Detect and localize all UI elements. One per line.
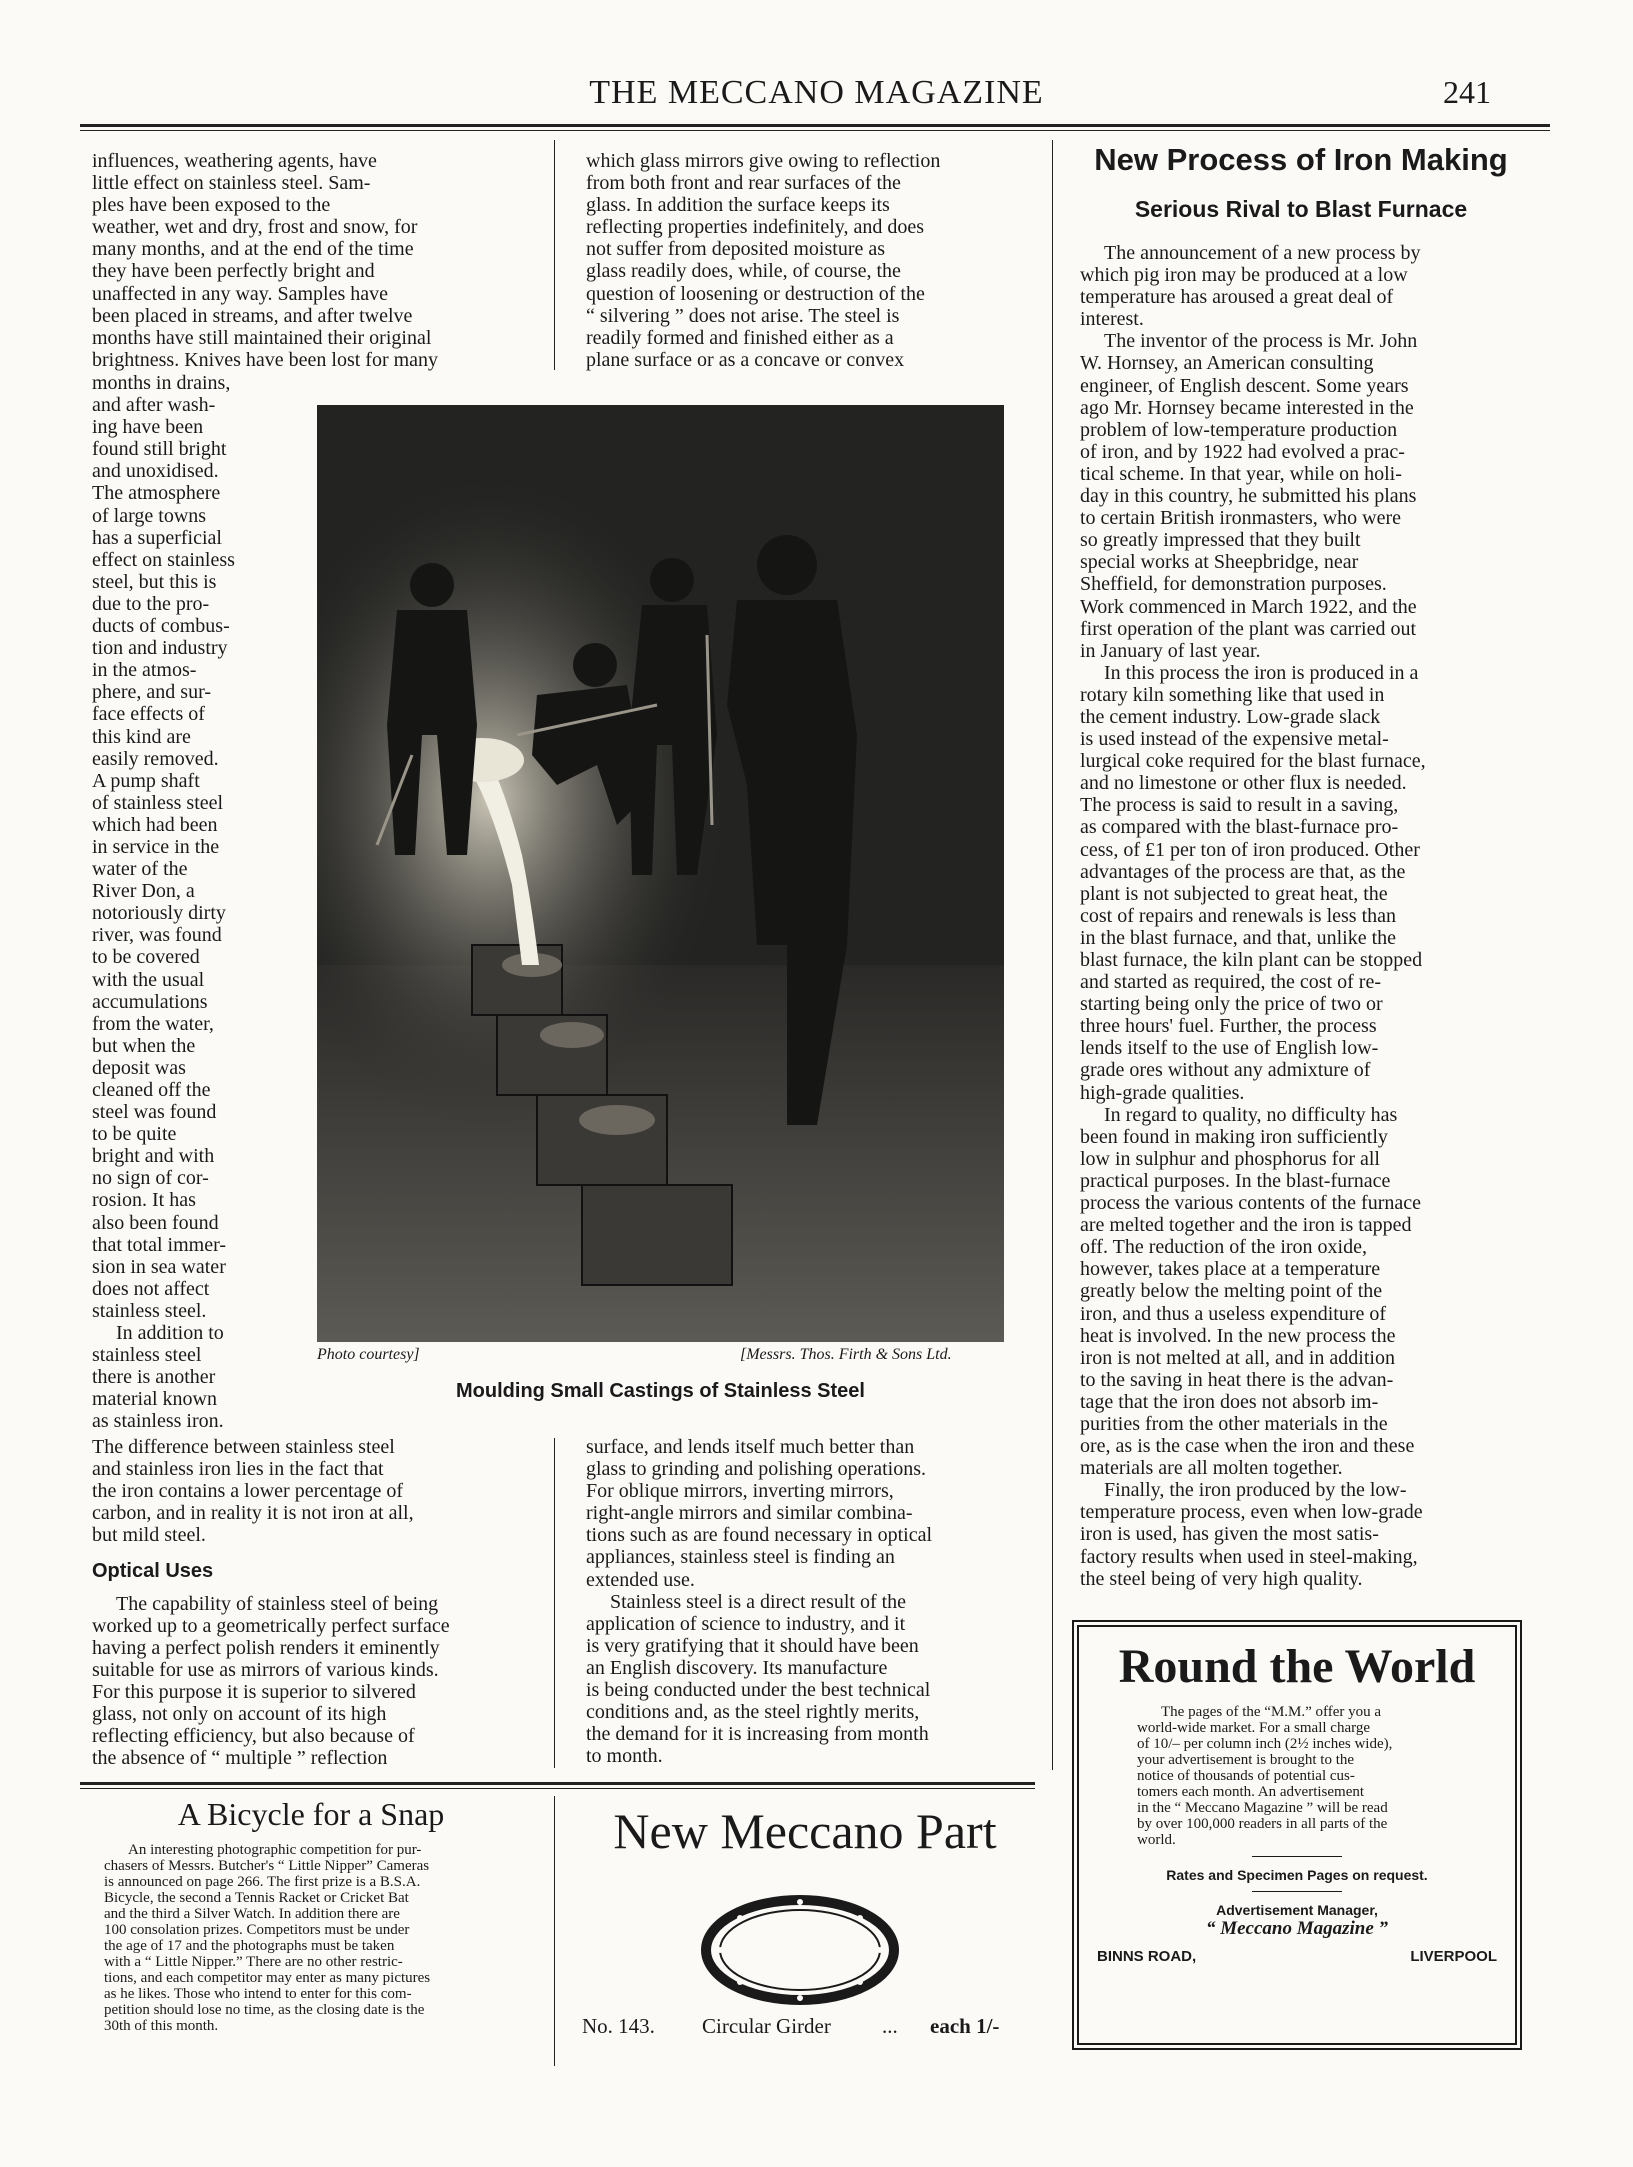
middle-column-bottom bbox=[586, 1436, 1026, 1767]
text-line: The process is said to result in a saving, bbox=[1080, 794, 1399, 817]
text-line: day in this country, he submitted his plans bbox=[1080, 485, 1417, 508]
text-line: but mild steel. bbox=[92, 1524, 206, 1547]
text-line: which glass mirrors give owing to reflection bbox=[586, 150, 941, 172]
column-rule-left bbox=[554, 140, 555, 370]
text-line: the absence of “ multiple ” reflection bbox=[92, 1747, 388, 1770]
text-line: also been found bbox=[92, 1211, 219, 1234]
text-line: from the water, bbox=[92, 1012, 214, 1035]
text-line: as compared with the blast-furnace pro- bbox=[1080, 816, 1399, 839]
advert-box bbox=[1072, 1620, 1522, 2050]
text-line: does not affect bbox=[92, 1277, 210, 1300]
text-line: months have still maintained their original bbox=[92, 326, 432, 349]
text-line: are melted together and the iron is tapped bbox=[1080, 1214, 1412, 1237]
advert-text bbox=[1137, 1704, 1467, 1848]
text-line: lends itself to the use of English low- bbox=[1080, 1037, 1379, 1060]
text-line: effect on stainless bbox=[92, 548, 235, 571]
text-line: worked up to a geometrically perfect surface bbox=[92, 1614, 450, 1637]
text-line: easily removed. bbox=[92, 747, 219, 770]
text-line: that total immer- bbox=[92, 1233, 227, 1256]
text-line: iron, and thus a useless expenditure of bbox=[1080, 1302, 1387, 1325]
text-line: been found in making iron sufficiently bbox=[1080, 1125, 1388, 1148]
text-line: greatly below the melting point of the bbox=[1080, 1280, 1383, 1303]
text-line: phere, and sur- bbox=[92, 681, 211, 704]
text-line: reflecting properties indefinitely, and does bbox=[586, 216, 925, 239]
text-line: cost of repairs and renewals is less than bbox=[1080, 904, 1397, 927]
text-line: steel was found bbox=[92, 1101, 217, 1124]
text-line: cess, of £1 per ton of iron produced. Other bbox=[1080, 838, 1420, 861]
text-line: readily formed and finished either as a bbox=[586, 326, 894, 349]
text-line: carbon, and in reality it is not iron at all, bbox=[92, 1502, 414, 1525]
text-line: and started as required, the cost of re- bbox=[1080, 971, 1381, 994]
text-line: three hours' fuel. Further, the process bbox=[1080, 1015, 1377, 1038]
text-line: notoriously dirty bbox=[92, 902, 226, 925]
text-line: which had been bbox=[92, 813, 218, 836]
bicycle-title: A Bicycle for a Snap bbox=[177, 1796, 445, 1832]
text-line: temperature process, even when low-grade bbox=[1080, 1501, 1423, 1524]
text-line: conditions and, as the steel rightly merits, bbox=[586, 1701, 920, 1724]
text-line: tomers each month. An advertisement bbox=[1137, 1784, 1365, 1800]
text-line: sion in sea water bbox=[92, 1255, 226, 1278]
text-line: an English discovery. Its manufacture bbox=[586, 1656, 888, 1679]
text-line: with the usual bbox=[92, 968, 205, 991]
text-line: so greatly impressed that they built bbox=[1080, 529, 1361, 552]
text-line: and the third a Silver Watch. In addition there are bbox=[104, 1906, 400, 1922]
advert-magazine: “ Meccano Magazine ” bbox=[1205, 1918, 1389, 1939]
text-line: rosion. It has bbox=[92, 1189, 196, 1212]
text-line: appliances, stainless steel is finding an bbox=[586, 1546, 895, 1569]
text-line: advantages of the process are that, as the bbox=[1080, 860, 1406, 883]
column-rule-right bbox=[1052, 140, 1053, 1770]
column-rule-left-lower bbox=[554, 1438, 555, 1768]
text-line: In this process the iron is produced in a bbox=[1104, 661, 1419, 684]
text-line: glass to grinding and polishing operations. bbox=[586, 1458, 926, 1481]
text-line: in the blast furnace, and that, unlike the bbox=[1080, 926, 1397, 949]
text-line: low in sulphur and phosphorus for all bbox=[1080, 1147, 1380, 1170]
text-line: tions, and each competitor may enter as many pictures bbox=[104, 1970, 431, 1986]
text-line: Work commenced in March 1922, and the bbox=[1080, 595, 1417, 618]
article-subtitle: Serious Rival to Blast Furnace bbox=[1134, 196, 1468, 222]
text-line: is being conducted under the best technical bbox=[586, 1679, 931, 1702]
text-line: to certain British ironmasters, who were bbox=[1080, 507, 1402, 530]
text-line: 100 consolation prizes. Competitors must be under bbox=[104, 1922, 410, 1938]
text-line: Finally, the iron produced by the low- bbox=[1104, 1479, 1407, 1502]
text-line: The pages of the “M.M.” offer you a bbox=[1161, 1704, 1382, 1720]
text-line: from both front and rear surfaces of the bbox=[586, 172, 901, 195]
text-line: in the atmos- bbox=[92, 659, 197, 682]
text-line: brightness. Knives have been lost for many bbox=[92, 348, 439, 371]
bottom-rule-thin bbox=[80, 1788, 1035, 1789]
text-line: stainless steel bbox=[92, 1344, 202, 1367]
circular-girder-icon bbox=[700, 1890, 900, 2010]
text-line: ing have been bbox=[92, 416, 204, 439]
text-line: starting being only the price of two or bbox=[1080, 993, 1383, 1016]
text-line: right-angle mirrors and similar combina- bbox=[586, 1502, 913, 1525]
text-line: In addition to bbox=[116, 1322, 224, 1345]
text-line: notice of thousands of potential cus- bbox=[1137, 1768, 1355, 1784]
part-number: No. 143. bbox=[582, 2014, 655, 2038]
text-line: influences, weathering agents, have bbox=[92, 150, 377, 172]
text-line: 30th of this month. bbox=[104, 2018, 219, 2034]
text-line: A pump shaft bbox=[92, 769, 200, 792]
text-line: The difference between stainless steel bbox=[92, 1436, 395, 1458]
text-line: glass, not only on account of its high bbox=[92, 1703, 387, 1726]
text-line: ples have been exposed to the bbox=[92, 194, 331, 217]
text-line: tage that the iron does not absorb im- bbox=[1080, 1390, 1379, 1413]
text-line: to the saving in heat there is the advan- bbox=[1080, 1368, 1394, 1391]
text-line: glass. In addition the surface keeps its bbox=[586, 194, 890, 217]
text-line: having a perfect polish renders it eminently bbox=[92, 1636, 440, 1659]
text-line: Bicycle, the second a Tennis Racket or Cricket Bat bbox=[104, 1890, 409, 1906]
text-line: The inventor of the process is Mr. John bbox=[1104, 330, 1418, 353]
advert-address-left: BINNS ROAD, bbox=[1097, 1948, 1197, 1965]
text-line: world-wide market. For a small charge bbox=[1137, 1720, 1370, 1736]
header-rule bbox=[80, 124, 1550, 127]
advert-address-right: LIVERPOOL bbox=[1410, 1948, 1497, 1965]
advert-title: Round the World bbox=[1118, 1640, 1476, 1693]
text-line: world. bbox=[1137, 1832, 1176, 1848]
text-line: extended use. bbox=[586, 1568, 695, 1591]
text-line: the steel being of very high quality. bbox=[1080, 1567, 1363, 1590]
magazine-title: THE MECCANO MAGAZINE bbox=[589, 74, 1044, 111]
text-line: due to the pro- bbox=[92, 592, 210, 615]
text-line: tion and industry bbox=[92, 637, 228, 660]
text-line: factory results when used in steel-making, bbox=[1080, 1545, 1418, 1568]
text-line: unaffected in any way. Samples have bbox=[92, 282, 389, 305]
text-line: they have been perfectly bright and bbox=[92, 260, 375, 283]
text-line: of iron, and by 1922 had evolved a prac- bbox=[1080, 440, 1405, 463]
text-line: which pig iron may be produced at a low bbox=[1080, 264, 1408, 287]
foundry-photo-image bbox=[317, 405, 1004, 1342]
text-line: In regard to quality, no difficulty has bbox=[1104, 1103, 1398, 1126]
text-line: river, was found bbox=[92, 924, 222, 947]
text-line: heat is involved. In the new process the bbox=[1080, 1324, 1396, 1347]
middle-column-top bbox=[586, 150, 1026, 371]
text-line: The atmosphere bbox=[92, 482, 221, 505]
text-line: and unoxidised. bbox=[92, 460, 219, 483]
optical-uses-heading: Optical Uses bbox=[92, 1560, 214, 1583]
text-line: as he likes. Those who intend to enter for this com- bbox=[104, 1986, 412, 2002]
text-line: River Don, a bbox=[92, 880, 195, 903]
text-line: The capability of stainless steel of being bbox=[116, 1592, 439, 1615]
text-line: interest. bbox=[1080, 308, 1144, 331]
text-line: chasers of Messrs. Butcher's “ Little Nipper” Cameras bbox=[104, 1858, 430, 1874]
photo-caption: Moulding Small Castings of Stainless Steel bbox=[456, 1380, 865, 1402]
header-rule-thin bbox=[80, 130, 1550, 131]
text-line: has a superficial bbox=[92, 526, 222, 549]
text-line: and after wash- bbox=[92, 394, 216, 417]
text-line: been placed in streams, and after twelve bbox=[92, 304, 413, 327]
text-line: ducts of combus- bbox=[92, 615, 230, 638]
text-line: deposit was bbox=[92, 1056, 186, 1079]
text-line: ago Mr. Hornsey became interested in the bbox=[1080, 396, 1414, 419]
text-line: lurgical coke required for the blast furnace, bbox=[1080, 750, 1426, 773]
text-line: suitable for use as mirrors of various kinds. bbox=[92, 1658, 439, 1681]
text-line: Stainless steel is a direct result of the bbox=[610, 1590, 907, 1613]
right-column-text bbox=[1080, 242, 1520, 1590]
bottom-rule bbox=[80, 1782, 1035, 1785]
text-line: many months, and at the end of the time bbox=[92, 238, 414, 261]
text-line: bright and with bbox=[92, 1145, 215, 1168]
text-line: to be quite bbox=[92, 1123, 177, 1146]
new-part-title: New Meccano Part bbox=[613, 1803, 997, 1859]
text-line: accumulations bbox=[92, 990, 208, 1013]
text-line: in the “ Meccano Magazine ” will be read bbox=[1137, 1800, 1388, 1816]
text-line: materials are all molten together. bbox=[1080, 1457, 1343, 1480]
text-line: is very gratifying that it should have been bbox=[586, 1634, 919, 1657]
part-name: Circular Girder bbox=[702, 2014, 831, 2038]
text-line: application of science to industry, and it bbox=[586, 1612, 906, 1635]
text-line: water of the bbox=[92, 858, 188, 881]
text-line: iron is used, has given the most satis- bbox=[1080, 1523, 1379, 1546]
bicycle-text bbox=[104, 1842, 528, 2034]
text-line: cleaned off the bbox=[92, 1079, 211, 1101]
text-line: reflecting efficiency, but also because of bbox=[92, 1725, 415, 1748]
text-line: petition should lose no time, as the closing date is the bbox=[104, 2002, 425, 2018]
text-line: For this purpose it is superior to silvered bbox=[92, 1680, 416, 1703]
part-price: each 1/- bbox=[930, 2014, 1000, 2038]
text-line: little effect on stainless steel. Sam- bbox=[92, 172, 371, 195]
text-line: engineer, of English descent. Some years bbox=[1080, 374, 1409, 397]
text-line: of large towns bbox=[92, 504, 207, 527]
text-line: face effects of bbox=[92, 703, 205, 726]
text-line: iron is not melted at all, and in addition bbox=[1080, 1346, 1395, 1369]
text-line: there is another bbox=[92, 1366, 216, 1389]
text-line: to month. bbox=[586, 1745, 663, 1768]
text-line: surface, and lends itself much better than bbox=[586, 1436, 915, 1458]
text-line: “ silvering ” does not arise. The steel is bbox=[586, 304, 900, 327]
text-line: this kind are bbox=[92, 725, 191, 748]
text-line: and no limestone or other flux is needed. bbox=[1080, 772, 1407, 795]
text-line: problem of low-temperature production bbox=[1080, 418, 1398, 441]
article-title: New Process of Iron Making bbox=[1094, 142, 1508, 177]
text-line: ore, as is the case when the iron and these bbox=[1080, 1435, 1415, 1458]
text-line: Sheffield, for demonstration purposes. bbox=[1080, 573, 1387, 596]
bottom-column-rule bbox=[554, 1796, 555, 2066]
text-line: first operation of the plant was carried out bbox=[1080, 617, 1416, 640]
text-line: the age of 17 and the photographs must be taken bbox=[104, 1938, 395, 1954]
text-line: your advertisement is brought to the bbox=[1137, 1752, 1355, 1768]
text-line: grade ores without any admixture of bbox=[1080, 1059, 1371, 1082]
text-line: of stainless steel bbox=[92, 791, 224, 814]
text-line: For oblique mirrors, inverting mirrors, bbox=[586, 1480, 894, 1503]
text-line: blast furnace, the kiln plant can be stopped bbox=[1080, 949, 1423, 971]
text-line: steel, but this is bbox=[92, 570, 217, 593]
text-line: is announced on page 266. The first prize is a B.S.A. bbox=[104, 1874, 421, 1890]
text-line: the cement industry. Low-grade slack bbox=[1080, 705, 1381, 728]
text-line: tical scheme. In that year, while on holi- bbox=[1080, 462, 1402, 485]
photo-credit-left: Photo courtesy] bbox=[317, 1346, 420, 1363]
advert-divider bbox=[1252, 1856, 1342, 1857]
text-line: stainless steel. bbox=[92, 1299, 207, 1322]
text-line: no sign of cor- bbox=[92, 1167, 209, 1190]
text-line: high-grade qualities. bbox=[1080, 1081, 1245, 1104]
foundry-photo bbox=[317, 405, 1004, 1342]
text-line: not suffer from deposited moisture as bbox=[586, 238, 886, 261]
text-line: plant is not subjected to great heat, the bbox=[1080, 882, 1388, 905]
advert-divider-2 bbox=[1252, 1891, 1342, 1892]
text-line: with a “ Little Nipper.” There are no other restric- bbox=[104, 1954, 403, 1970]
page-number: 241 bbox=[1443, 74, 1491, 110]
text-line: The announcement of a new process by bbox=[1104, 242, 1421, 264]
text-line: the demand for it is increasing from month bbox=[586, 1723, 929, 1746]
text-line: the iron contains a lower percentage of bbox=[92, 1480, 403, 1503]
text-line: months in drains, bbox=[92, 372, 231, 394]
photo-credit-right: [Messrs. Thos. Firth & Sons Ltd. bbox=[740, 1346, 952, 1363]
text-line: An interesting photographic competition for pur- bbox=[128, 1842, 422, 1858]
text-line: in January of last year. bbox=[1080, 639, 1261, 662]
text-line: temperature has aroused a great deal of bbox=[1080, 286, 1394, 309]
left-column-top bbox=[92, 150, 530, 371]
text-line: by over 100,000 readers in all parts of the bbox=[1137, 1816, 1388, 1832]
text-line: W. Hornsey, an American consulting bbox=[1080, 352, 1374, 375]
text-line: rotary kiln something like that used in bbox=[1080, 683, 1385, 706]
text-line: off. The reduction of the iron oxide, bbox=[1080, 1236, 1367, 1259]
text-line: question of loosening or destruction of the bbox=[586, 282, 925, 305]
text-line: purities from the other materials in the bbox=[1080, 1412, 1388, 1435]
text-line: process the various contents of the furnace bbox=[1080, 1192, 1421, 1215]
left-column-narrow bbox=[92, 372, 267, 1433]
text-line: practical purposes. In the blast-furnace bbox=[1080, 1169, 1391, 1192]
advert-manager: Advertisement Manager, bbox=[1216, 1902, 1378, 1918]
text-line: weather, wet and dry, frost and snow, for bbox=[92, 216, 418, 239]
left-column-bottom bbox=[92, 1436, 530, 1769]
text-line: but when the bbox=[92, 1034, 196, 1057]
text-line: material known bbox=[92, 1388, 217, 1411]
advert-rates: Rates and Specimen Pages on request. bbox=[1166, 1867, 1428, 1883]
text-line: of 10/– per column inch (2½ inches wide), bbox=[1137, 1736, 1393, 1752]
part-dots: ... bbox=[882, 2014, 898, 2038]
text-line: tions such as are found necessary in optical bbox=[586, 1524, 933, 1547]
text-line: to be covered bbox=[92, 946, 200, 969]
text-line: in service in the bbox=[92, 835, 220, 858]
text-line: found still bright bbox=[92, 438, 227, 461]
text-line: glass readily does, while, of course, the bbox=[586, 260, 901, 283]
text-line: special works at Sheepbridge, near bbox=[1080, 551, 1359, 574]
text-line: however, takes place at a temperature bbox=[1080, 1258, 1381, 1281]
text-line: as stainless iron. bbox=[92, 1410, 224, 1433]
text-line: and stainless iron lies in the fact that bbox=[92, 1458, 384, 1481]
text-line: is used instead of the expensive metal- bbox=[1080, 728, 1389, 751]
text-line: plane surface or as a concave or convex bbox=[586, 348, 905, 371]
